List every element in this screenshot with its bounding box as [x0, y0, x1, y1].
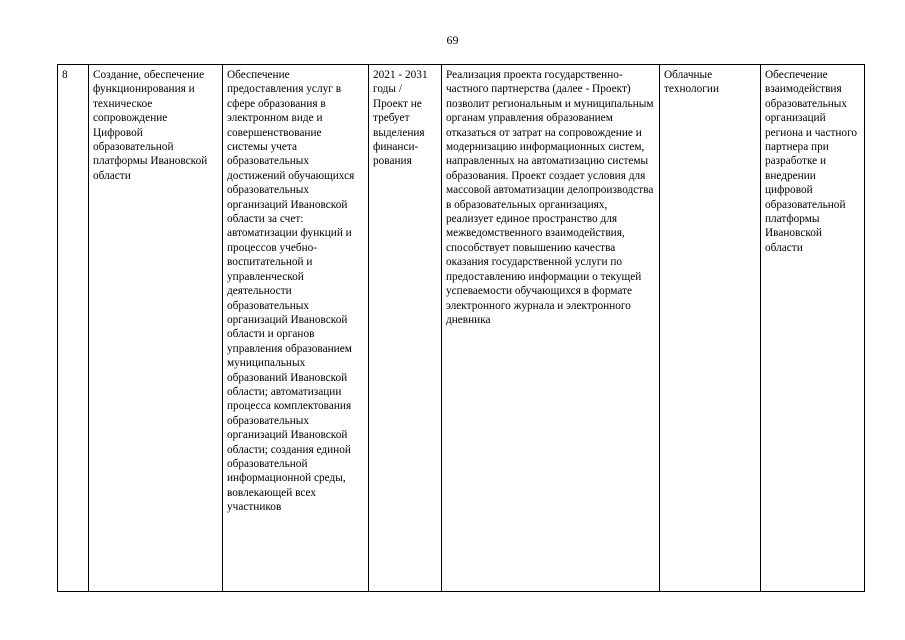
- row-number-cell: 8: [58, 65, 89, 592]
- measure-name-cell: Создание, обеспечение функционирования и техническое сопровождение Цифровой образовательной платформы Ивановской области: [89, 65, 223, 592]
- table-row: [58, 65, 865, 592]
- page-number: 69: [446, 33, 459, 47]
- term-funding-cell: 2021 - 2031 годы / Проект не требует выделения финанси-рования: [369, 65, 442, 592]
- result-cell: Обеспечение взаимодействия образовательных организаций региона и частного партнера при разработке и внедрении цифровой образовательной платформы Ивановской области: [761, 65, 865, 592]
- technology-cell: Облачные технологии: [660, 65, 761, 592]
- measure-description-cell: Обеспечение предоставления услуг в сфере образования в электронном виде и совершенствование системы учета образовательных достижений обучающихся образовательных организаций Ивановской области за счет: автоматизации функций и процессов учебно-воспитательной и управленческой деятельности образовательных организаций Ивановской области и органов управления образованием муниципальных образований Ивановской области; автоматизации процесса комплектования образовательных организаций Ивановской области; создания единой образовательной информационной среды, вовлекающей всех участников: [223, 65, 369, 592]
- implementation-cell: Реализация проекта государственно-частного партнерства (далее - Проект) позволит региональным и муниципальным органам управления образованием отказаться от затрат на сопровождение и модернизацию информационных систем, направленных на автоматизацию системы образования. Проект создает условия для массовой автоматизации делопроизводства в образовательных организациях, реализует единое пространство для межведомственного взаимодействия, способствует повышению качества оказания государственной услуги по предоставлению информации о текущей успеваемости обучающихся в формате электронного журнала и электронного дневника: [442, 65, 660, 592]
- measures-table: [57, 64, 865, 592]
